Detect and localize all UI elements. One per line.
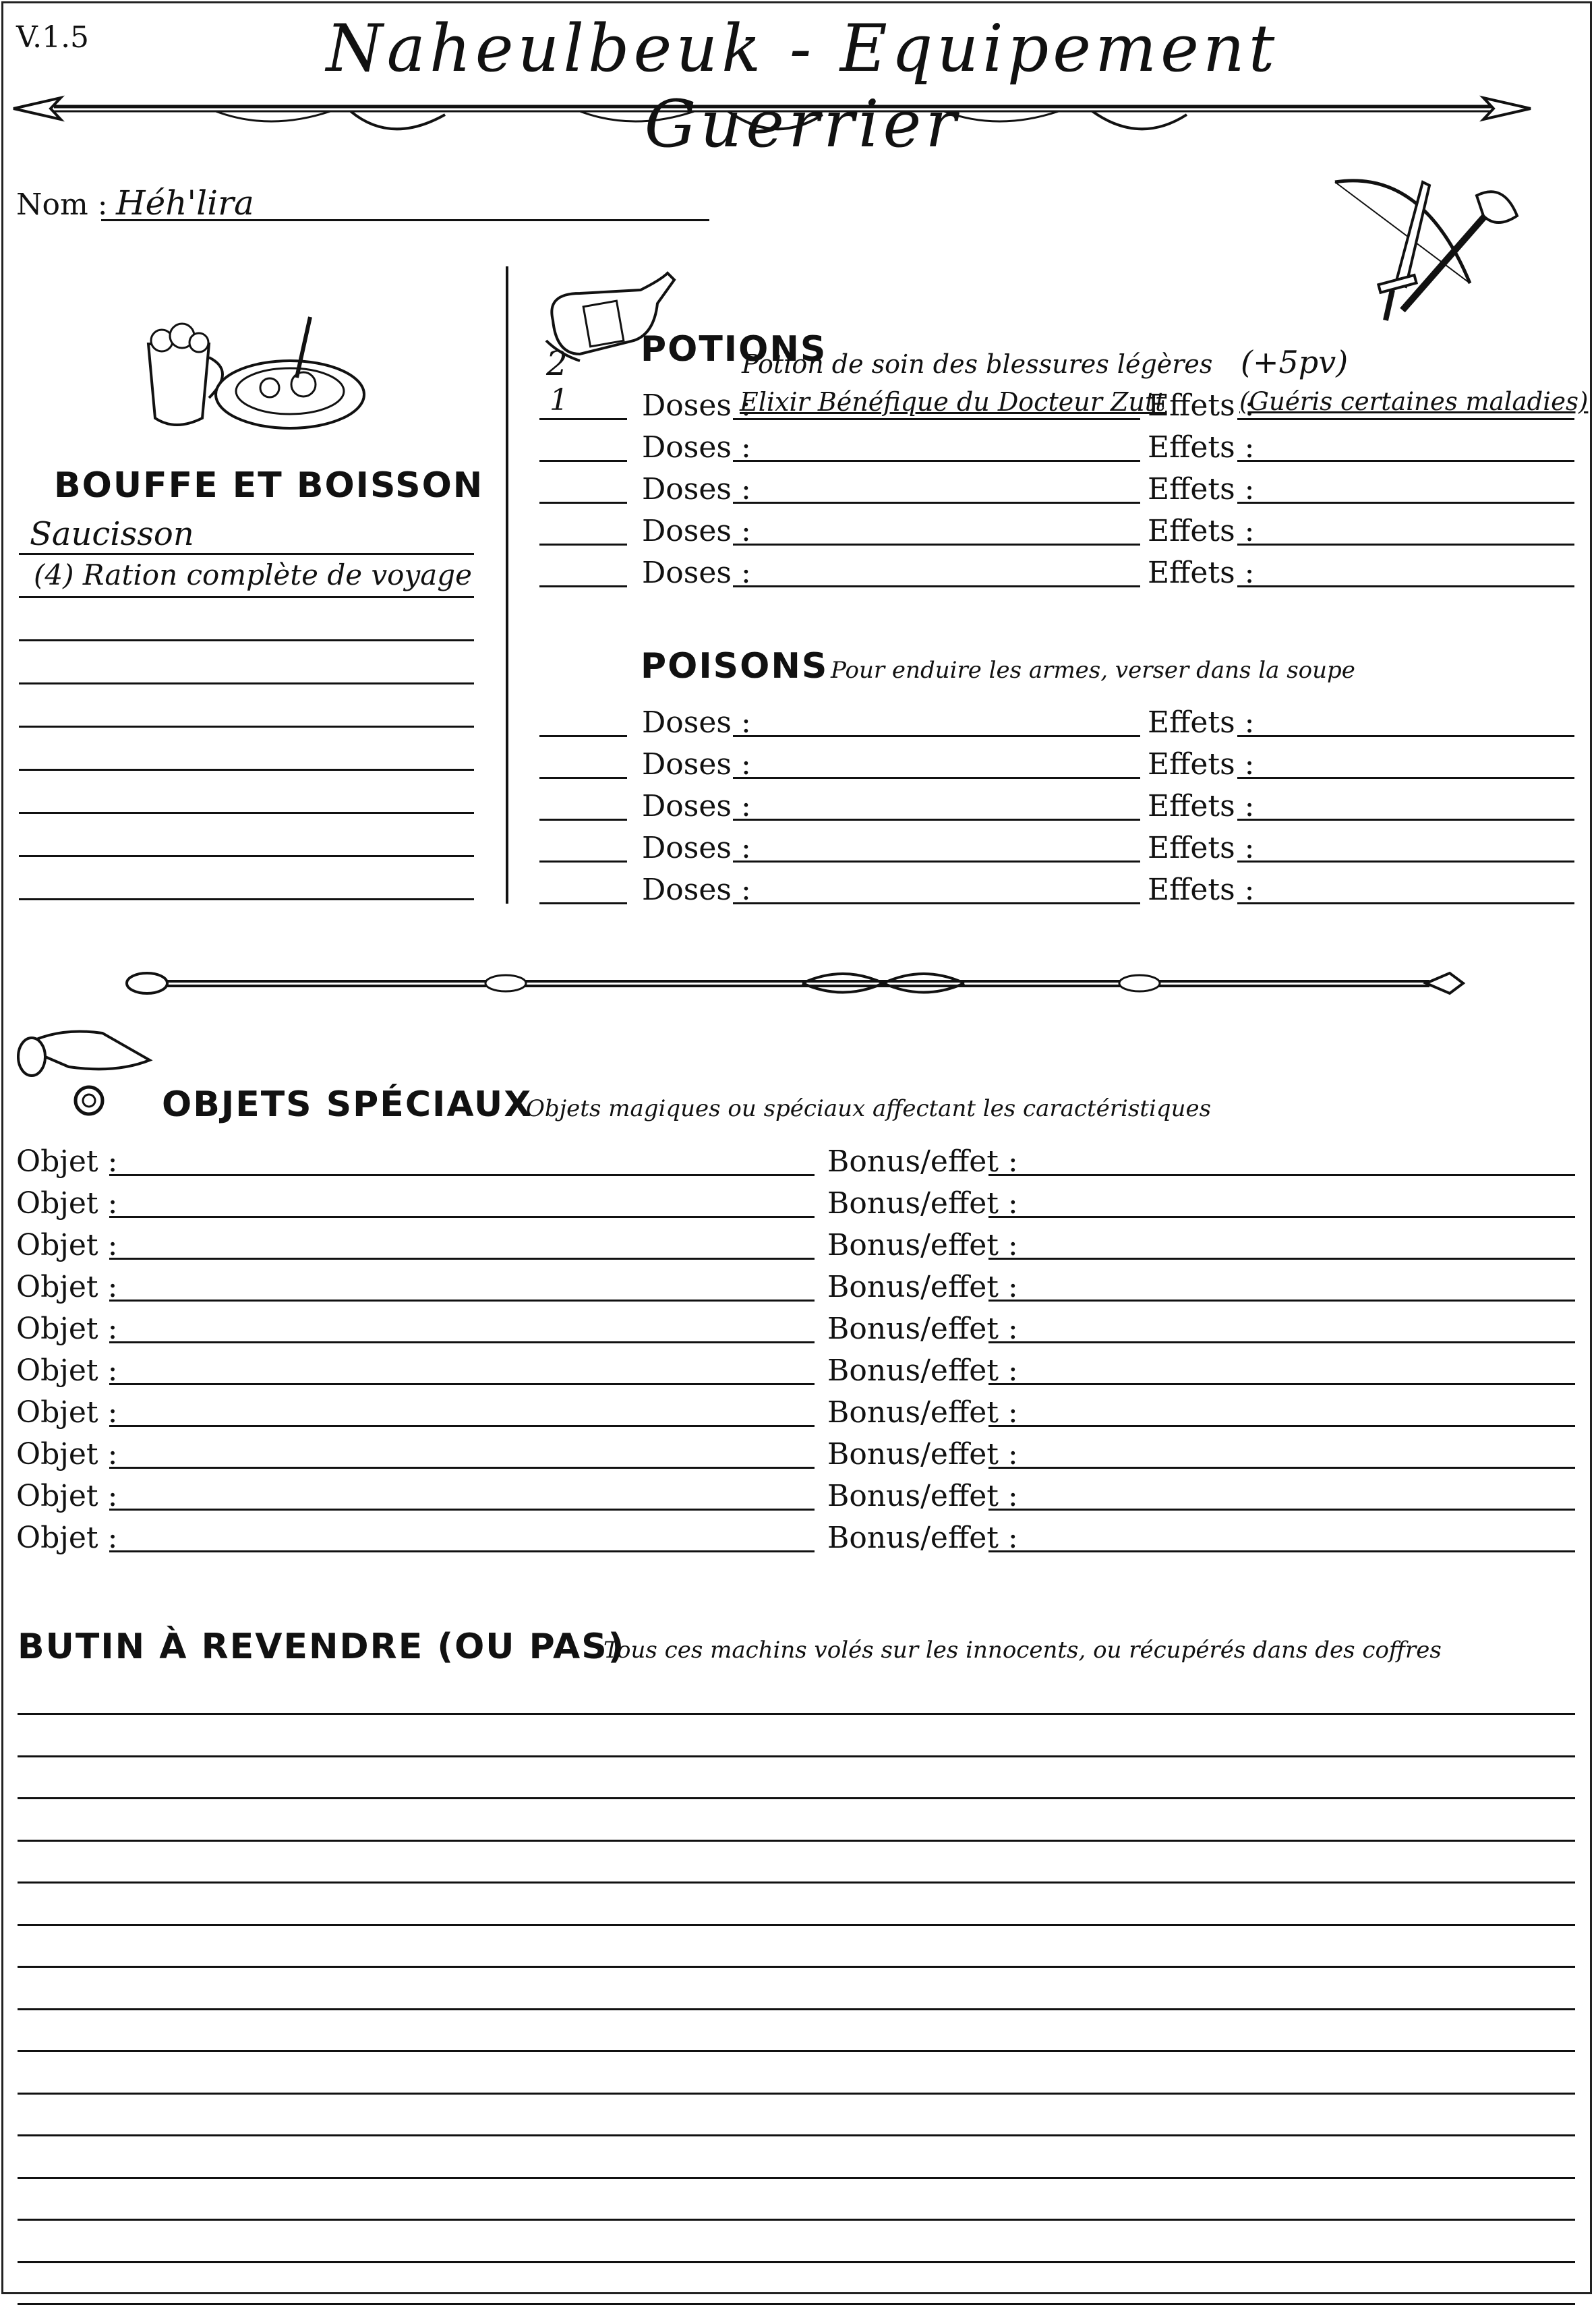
loot-line bbox=[18, 2093, 1575, 2095]
potions-heading: POTIONS bbox=[641, 329, 827, 370]
potion-effect-line bbox=[1237, 460, 1574, 462]
food-illustration bbox=[135, 303, 364, 438]
loot-line bbox=[18, 1797, 1575, 1799]
poison-doses-label: Doses : bbox=[642, 747, 751, 782]
name-label: Nom : bbox=[16, 187, 108, 222]
poison-effect-line bbox=[1237, 735, 1574, 737]
special-bonus-line bbox=[988, 1341, 1575, 1343]
special-bonus-line bbox=[988, 1550, 1575, 1552]
poison-count-line bbox=[539, 735, 627, 737]
potion-name-line bbox=[733, 460, 1140, 462]
food-line bbox=[19, 596, 474, 598]
potion-count-line bbox=[539, 502, 627, 504]
loot-line bbox=[18, 1713, 1575, 1715]
food-heading: BOUFFE ET BOISSON bbox=[54, 465, 484, 506]
poisons-heading: POISONS bbox=[641, 646, 829, 687]
poison-effets-label: Effets : bbox=[1148, 747, 1255, 782]
special-bonus-label: Bonus/effet : bbox=[827, 1395, 1018, 1430]
loot-line bbox=[18, 2008, 1575, 2010]
special-bonus-line bbox=[988, 1467, 1575, 1469]
weapons-illustration bbox=[1322, 155, 1524, 344]
poison-effets-label: Effets : bbox=[1148, 705, 1255, 740]
poison-name-line bbox=[733, 819, 1140, 821]
potion-doses-label: Doses : bbox=[642, 472, 751, 506]
special-bonus-label: Bonus/effet : bbox=[827, 1521, 1018, 1555]
special-bonus-line bbox=[988, 1300, 1575, 1302]
potion-name-line bbox=[733, 502, 1140, 504]
poison-effect-line bbox=[1237, 860, 1574, 863]
loot-subtitle: Tous ces machins volés sur les innocents, ou récupérés dans des coffres bbox=[603, 1637, 1442, 1664]
special-objet-line bbox=[109, 1300, 815, 1302]
special-bonus-label: Bonus/effet : bbox=[827, 1437, 1018, 1471]
potion-count-line bbox=[539, 418, 627, 420]
potion-count-line bbox=[539, 460, 627, 462]
special-objet-label: Objet : bbox=[16, 1144, 118, 1179]
potion-effect-line bbox=[1237, 418, 1574, 420]
loot-line bbox=[18, 1755, 1575, 1757]
food-line bbox=[19, 812, 474, 814]
potion-name-line bbox=[733, 585, 1140, 587]
potion-effets-label: Effets : bbox=[1148, 556, 1255, 590]
special-objet-line bbox=[109, 1174, 815, 1176]
poison-count-line bbox=[539, 819, 627, 821]
loot-line bbox=[18, 1924, 1575, 1926]
loot-line bbox=[18, 2261, 1575, 2263]
poison-count-line bbox=[539, 777, 627, 779]
special-bonus-label: Bonus/effet : bbox=[827, 1186, 1018, 1221]
food-item[interactable]: (4) Ration complète de voyage bbox=[34, 558, 472, 591]
poison-doses-label: Doses : bbox=[642, 873, 751, 907]
potion-effect-line bbox=[1237, 502, 1574, 504]
scroll-ring-icon bbox=[15, 1020, 163, 1121]
potion-effets-label: Effets : bbox=[1148, 388, 1255, 423]
potion-doses-label: Doses : bbox=[642, 430, 751, 465]
poison-effets-label: Effets : bbox=[1148, 873, 1255, 907]
special-objet-line bbox=[109, 1467, 815, 1469]
poison-doses-label: Doses : bbox=[642, 789, 751, 823]
special-bonus-line bbox=[988, 1258, 1575, 1260]
food-line bbox=[19, 639, 474, 641]
special-objet-label: Objet : bbox=[16, 1521, 118, 1555]
poison-count-line bbox=[539, 902, 627, 904]
poison-count-line bbox=[539, 860, 627, 863]
special-bonus-label: Bonus/effet : bbox=[827, 1270, 1018, 1304]
food-line bbox=[19, 769, 474, 771]
loot-heading: BUTIN À REVENDRE (OU PAS) bbox=[18, 1627, 626, 1667]
poison-name-line bbox=[733, 777, 1140, 779]
poison-effect-line bbox=[1237, 819, 1574, 821]
poison-effets-label: Effets : bbox=[1148, 831, 1255, 865]
potion-doses-label: Doses : bbox=[642, 556, 751, 590]
loot-line bbox=[18, 2177, 1575, 2179]
special-objet-line bbox=[109, 1425, 815, 1427]
loot-line bbox=[18, 1881, 1575, 1884]
special-bonus-label: Bonus/effet : bbox=[827, 1228, 1018, 1262]
special-bonus-line bbox=[988, 1383, 1575, 1385]
special-objet-label: Objet : bbox=[16, 1228, 118, 1262]
potion-doses-label: Doses : bbox=[642, 514, 751, 548]
column-divider bbox=[506, 266, 508, 904]
poison-doses-label: Doses : bbox=[642, 831, 751, 865]
loot-line bbox=[18, 2050, 1575, 2052]
potion-name-line bbox=[733, 418, 1140, 420]
special-bonus-line bbox=[988, 1174, 1575, 1176]
potion-count-line bbox=[539, 544, 627, 546]
potion-doses-label: Doses : bbox=[642, 388, 751, 423]
special-bonus-line bbox=[988, 1425, 1575, 1427]
potion-effect-line bbox=[1237, 544, 1574, 546]
poisons-subtitle: Pour enduire les armes, verser dans la soupe bbox=[831, 657, 1355, 684]
special-objects-subtitle: Objets magiques ou spéciaux affectant les caractéristiques bbox=[526, 1095, 1212, 1122]
special-objet-label: Objet : bbox=[16, 1270, 118, 1304]
loot-line bbox=[18, 2134, 1575, 2136]
potion-count-line bbox=[539, 585, 627, 587]
special-objet-label: Objet : bbox=[16, 1312, 118, 1346]
food-item[interactable]: Saucisson bbox=[30, 515, 194, 553]
special-objet-label: Objet : bbox=[16, 1437, 118, 1471]
special-objet-line bbox=[109, 1550, 815, 1552]
special-objet-label: Objet : bbox=[16, 1395, 118, 1430]
potion-note-description: Potion de soin des blessures légères bbox=[742, 349, 1213, 379]
potion-effets-label: Effets : bbox=[1148, 472, 1255, 506]
potion-name[interactable]: Elixir Bénéfique du Docteur Zutt bbox=[740, 387, 1166, 417]
loot-line bbox=[18, 2219, 1575, 2221]
potion-effets-label: Effets : bbox=[1148, 514, 1255, 548]
food-line bbox=[19, 726, 474, 728]
poison-effets-label: Effets : bbox=[1148, 789, 1255, 823]
poison-name-line bbox=[733, 860, 1140, 863]
food-line bbox=[19, 855, 474, 857]
loot-line bbox=[18, 1966, 1575, 1968]
poison-effect-line bbox=[1237, 777, 1574, 779]
special-objet-line bbox=[109, 1509, 815, 1511]
special-bonus-label: Bonus/effet : bbox=[827, 1144, 1018, 1179]
special-bonus-line bbox=[988, 1509, 1575, 1511]
loot-line bbox=[18, 1840, 1575, 1842]
special-objects-heading: OBJETS SPÉCIAUX bbox=[162, 1084, 533, 1125]
special-bonus-label: Bonus/effet : bbox=[827, 1479, 1018, 1513]
special-objet-line bbox=[109, 1383, 815, 1385]
potion-effect-line bbox=[1237, 585, 1574, 587]
poison-effect-line bbox=[1237, 902, 1574, 904]
potion-effect[interactable]: (Guéris certaines maladies) bbox=[1239, 387, 1589, 416]
special-objet-line bbox=[109, 1258, 815, 1260]
potion-note-effect: (+5pv) bbox=[1241, 344, 1349, 380]
food-line bbox=[19, 682, 474, 684]
spear-divider-top bbox=[13, 84, 1531, 145]
special-bonus-line bbox=[988, 1216, 1575, 1218]
poison-doses-label: Doses : bbox=[642, 705, 751, 740]
page-title: Naheulbeuk - Equipement Guerrier bbox=[326, 11, 1279, 162]
special-objet-label: Objet : bbox=[16, 1186, 118, 1221]
poison-name-line bbox=[733, 735, 1140, 737]
special-objet-line bbox=[109, 1341, 815, 1343]
special-bonus-label: Bonus/effet : bbox=[827, 1353, 1018, 1388]
potion-name-line bbox=[733, 544, 1140, 546]
special-objet-line bbox=[109, 1216, 815, 1218]
special-bonus-label: Bonus/effet : bbox=[827, 1312, 1018, 1346]
potion-count[interactable]: 1 bbox=[550, 383, 568, 417]
potion-effets-label: Effets : bbox=[1148, 430, 1255, 465]
special-objet-label: Objet : bbox=[16, 1353, 118, 1388]
food-line bbox=[19, 553, 474, 555]
staff-divider-middle bbox=[128, 961, 1463, 1001]
poison-name-line bbox=[733, 902, 1140, 904]
special-objet-label: Objet : bbox=[16, 1479, 118, 1513]
name-value[interactable]: Héh'lira bbox=[116, 183, 254, 223]
food-line bbox=[19, 898, 474, 900]
version-label: V.1.5 bbox=[16, 20, 90, 55]
potion-note-count: 2 bbox=[546, 344, 568, 383]
